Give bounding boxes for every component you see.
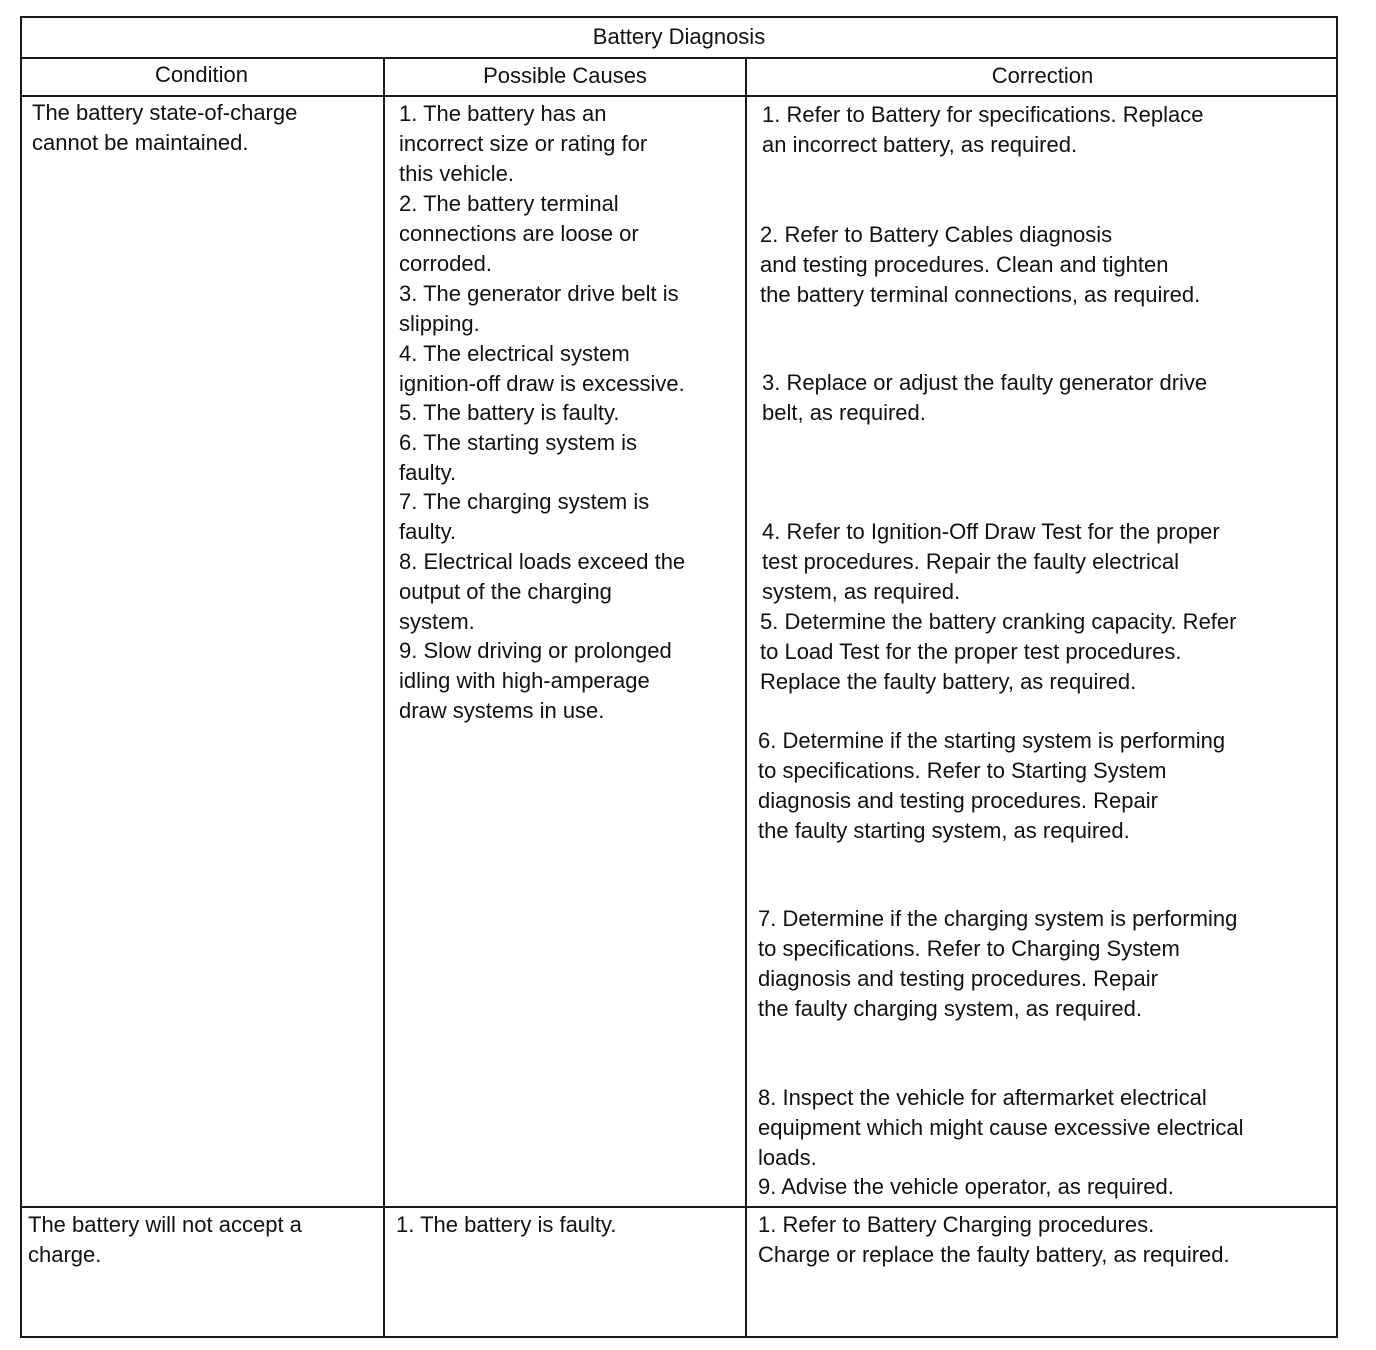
row1-correction-5: 5. Determine the battery cranking capacity. Refer to Load Test for the proper test procedures. Replace the faulty battery, as required. [760, 609, 1237, 694]
table-title: Battery Diagnosis [592, 24, 766, 49]
row1-cause-8: 8. Electrical loads exceed the output of the charging system. [399, 549, 686, 634]
row2-correction-1: 1. Refer to Battery Charging procedures. Charge or replace the faulty battery, as required. [758, 1212, 1230, 1267]
row1-condition: The battery state-of-charge cannot be maintained. [32, 100, 298, 155]
row1-correction-8: 8. Inspect the vehicle for aftermarket electrical equipment which might cause excessive electrical loads. [758, 1085, 1244, 1170]
row1-correction-9: 9. Advise the vehicle operator, as required. [758, 1174, 1174, 1199]
row-divider [20, 1206, 1338, 1208]
row1-cause-1: 1. The battery has an incorrect size or rating for this vehicle. [399, 101, 648, 186]
row1-correction-3: 3. Replace or adjust the faulty generator drive belt, as required. [762, 370, 1208, 425]
row1-correction-2: 2. Refer to Battery Cables diagnosis and testing procedures. Clean and tighten the battery terminal connections, as required. [760, 222, 1201, 307]
row2-condition: The battery will not accept a charge. [28, 1212, 302, 1267]
row1-cause-9: 9. Slow driving or prolonged idling with high-amperage draw systems in use. [399, 638, 672, 723]
row1-correction-7: 7. Determine if the charging system is performing to specifications. Refer to Charging System diagnosis and testing procedures. Repair the faulty charging system, as required. [758, 906, 1238, 1021]
row1-correction-4: 4. Refer to Ignition-Off Draw Test for the proper test procedures. Repair the faulty electrical system, as required. [762, 519, 1220, 604]
header-possible-causes: Possible Causes [483, 63, 647, 88]
row1-cause-5: 5. The battery is faulty. [399, 400, 620, 425]
header-correction: Correction [991, 63, 1094, 88]
row1-cause-4: 4. The electrical system ignition-off draw is excessive. [399, 341, 685, 396]
row1-cause-6: 6. The starting system is faulty. [399, 430, 638, 485]
row2-cause-1: 1. The battery is faulty. [396, 1212, 617, 1237]
row1-cause-3: 3. The generator drive belt is slipping. [399, 281, 679, 336]
header-divider [20, 95, 1338, 97]
row1-cause-2: 2. The battery terminal connections are loose or corroded. [399, 191, 639, 276]
header-condition: Condition [155, 62, 248, 87]
column-divider-1 [383, 57, 385, 1338]
row1-correction-1: 1. Refer to Battery for specifications. Replace an incorrect battery, as required. [762, 102, 1204, 157]
title-divider [20, 57, 1338, 59]
row1-correction-6: 6. Determine if the starting system is performing to specifications. Refer to Starting System diagnosis and testing procedures. Repair the faulty starting system, as required. [758, 728, 1226, 843]
row1-cause-7: 7. The charging system is faulty. [399, 489, 650, 544]
column-divider-2 [745, 57, 747, 1338]
